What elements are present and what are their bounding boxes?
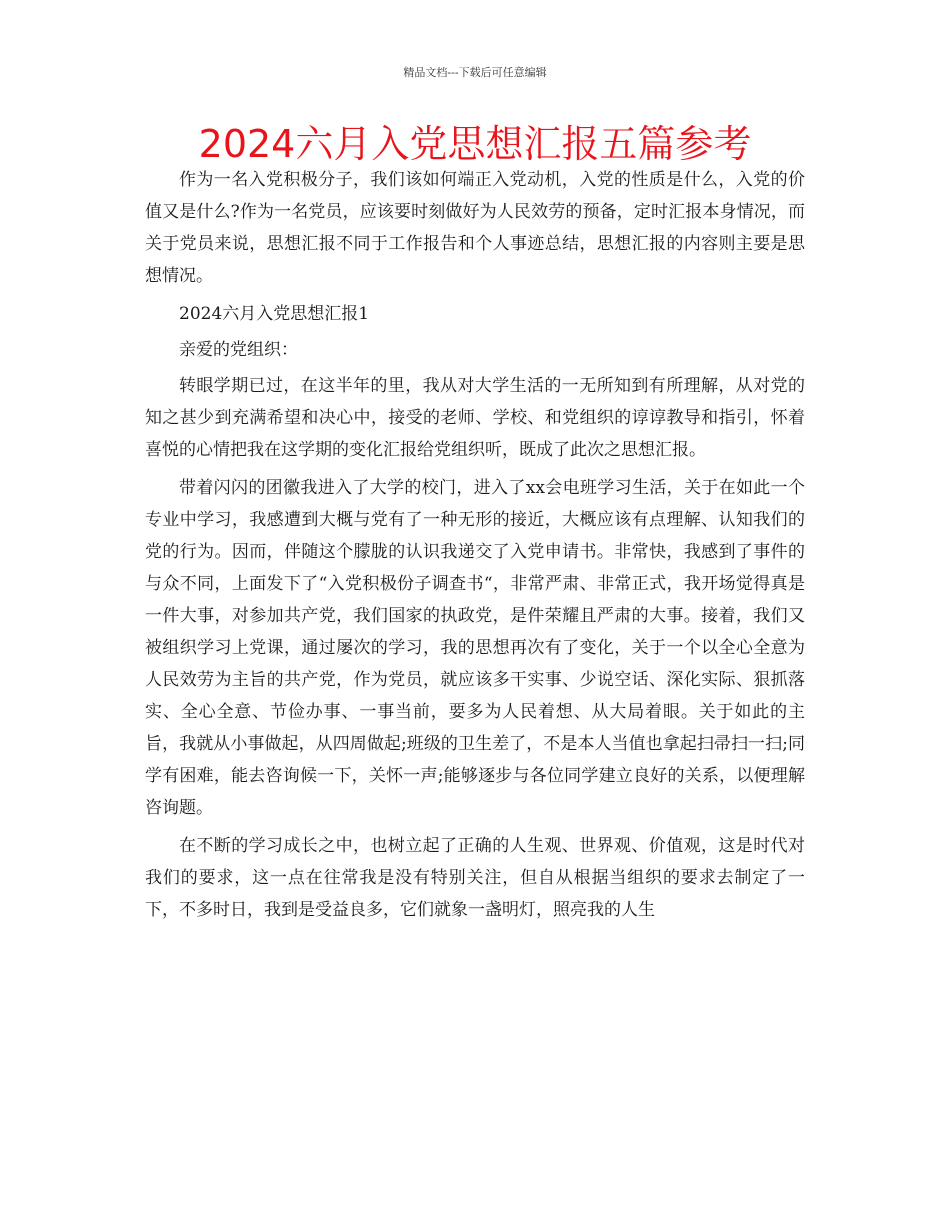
section-heading: 2024六月入党思想汇报1 [179, 304, 370, 324]
intro-paragraph: 作为一名入党积极分子，我们该如何端正入党动机，入党的性质是什么，入党的价值又是什么?作为一名党员，应该要时刻做好为人民效劳的预备，定时汇报本身情况，而关于党员来说，思想汇报不同于工作报告和个人事迹总结，思想汇报的内容则主要是思想情况。 [145, 170, 805, 286]
body-paragraph: 带着闪闪的团徽我进入了大学的校门，进入了xx会电班学习生活，关于在如此一个专业中学习，我感遭到大概与党有了一种无形的接近，大概应该有点理解、认知我们的党的行为。因而，伴随这个朦胧的认识我递交了入党申请书。非常快，我感到了事件的与众不同，上面发下了“入党积极份子调查书“，非常严肃、非常正式，我开场觉得真是一件大事，对参加共产党，我们国家的执政党，是件荣耀且严肃的大事。接着，我们又被组织学习上党课，通过屡次的学习，我的思想再次有了变化，关于一个以全心全意为人民效劳为主旨的共产党，作为党员，就应该多干实事、少说空话、深化实际、狠抓落实、全心全意、节俭办事、一事当前，要多为人民着想、从大局着眼。关于如此的主旨，我就从小事做起，从四周做起;班级的卫生差了，不是本人当值也拿起扫帚扫一扫;同学有困难，能去咨询候一下，关怀一声;能够逐步与各位同学建立良好的关系，以便理解咨询题。 [145, 478, 805, 818]
document-title: 2024六月入党思想汇报五篇参考 [198, 122, 752, 166]
document-body [145, 164, 805, 932]
header-note: 精品文档---下载后可任意编辑 [403, 66, 547, 79]
body-paragraph: 转眼学期已过，在这半年的里，我从对大学生活的一无所知到有所理解，从对党的知之甚少到充满希望和决心中，接受的老师、学校、和党组织的谆谆教导和指引，怀着喜悦的心情把我在这学期的变化汇报给党组织听，既成了此次之思想汇报。 [145, 376, 805, 460]
body-paragraph: 在不断的学习成长之中，也树立起了正确的人生观、世界观、价值观，这是时代对我们的要求，这一点在往常我是没有特别关注，但自从根据当组织的要求去制定了一下，不多时日，我到是受益良多，它们就象一盏明灯，照亮我的人生 [145, 836, 805, 920]
salutation: 亲爱的党组织： [179, 340, 298, 360]
